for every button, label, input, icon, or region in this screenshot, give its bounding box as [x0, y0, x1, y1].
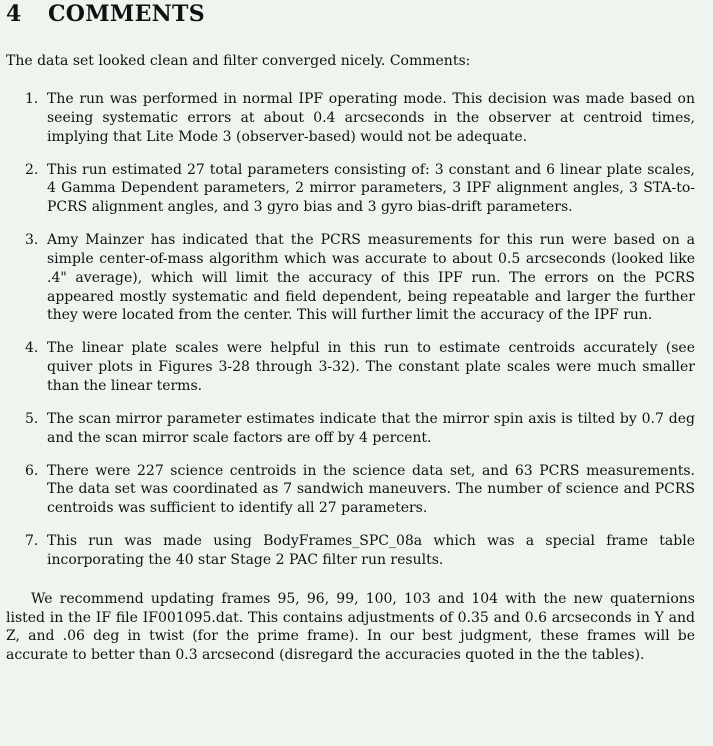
comment-item — [6, 339, 695, 395]
comment-item — [6, 532, 695, 570]
intro-paragraph: The data set looked clean and filter converged nicely. Comments: — [6, 53, 471, 69]
comment-text: This run estimated 27 total parameters consisting of: 3 constant and 6 linear plate scales, 4 Gamma Dependent parameters, 2 mirror parameters, 3 IPF alignment angles, 3 STA-to-PCRS alignment angles, and 3 gyro bias and 3 gyro bias-drift parameters. — [47, 161, 695, 216]
comment-text: The linear plate scales were helpful in this run to estimate centroids accurately (see quiver plots in Figures 3-28 through 3-32). The constant plate scales were much smaller than the linear terms. — [47, 340, 695, 394]
comment-text: There were 227 science centroids in the science data set, and 63 PCRS measurements. The data set was coordinated as 7 sandwich maneuvers. The number of science and PCRS centroids was sufficient to identify all 27 parameters. — [47, 462, 695, 517]
comment-text: The run was performed in normal IPF operating mode. This decision was made based on seeing systematic errors at about 0.4 arcseconds in the observer at centroid times, implying that Lite Mode 3 (observer-based) would not be adequate. — [47, 91, 695, 145]
comment-item — [6, 410, 695, 448]
comment-text: This run was made using BodyFrames_SPC_08a which was a special frame table incorporating the 40 star Stage 2 PAC filter run results. — [47, 533, 695, 569]
comment-number: 5. — [25, 410, 39, 427]
comment-text: The scan mirror parameter estimates indicate that the mirror spin axis is tilted by 0.7 deg and the scan mirror scale factors are off by 4 percent. — [47, 410, 695, 446]
section-title: COMMENTS — [48, 1, 205, 27]
comment-item — [6, 161, 695, 217]
comment-number: 7. — [25, 533, 39, 550]
comment-text: Amy Mainzer has indicated that the PCRS measurements for this run were based on a simple center-of-mass algorithm which was accurate to about 0.5 arcseconds (looked like .4" average), which will limit the accuracy of this IPF run. The errors on the PCRS appeared mostly systematic and field dependent, being repeatable and larger the further they were located from the center. This will further limit the accuracy of the IPF run. — [47, 232, 695, 324]
comment-number: 4. — [25, 340, 39, 357]
section-number: 4 — [6, 1, 22, 27]
comment-number: 6. — [25, 462, 39, 479]
comment-number: 3. — [25, 232, 39, 249]
comment-number: 2. — [25, 161, 39, 178]
section-heading — [6, 0, 695, 26]
comments-list — [6, 90, 695, 570]
comment-item — [6, 90, 695, 146]
comment-item — [6, 462, 695, 518]
comment-number: 1. — [25, 91, 39, 107]
comment-item — [6, 231, 695, 325]
recommendation-paragraph: We recommend updating frames 95, 96, 99, 100, 103 and 104 with the new quaternions listed in the IF file IF001095.dat. This contains adjustments of 0.35 and 0.6 arcseconds in Y and Z, and .06 deg in twist (for the prime frame). In our best judgment, these frames will be accurate to better than 0.3 arcsecond (disregard the accuracies quoted in the the tables). — [6, 590, 695, 664]
